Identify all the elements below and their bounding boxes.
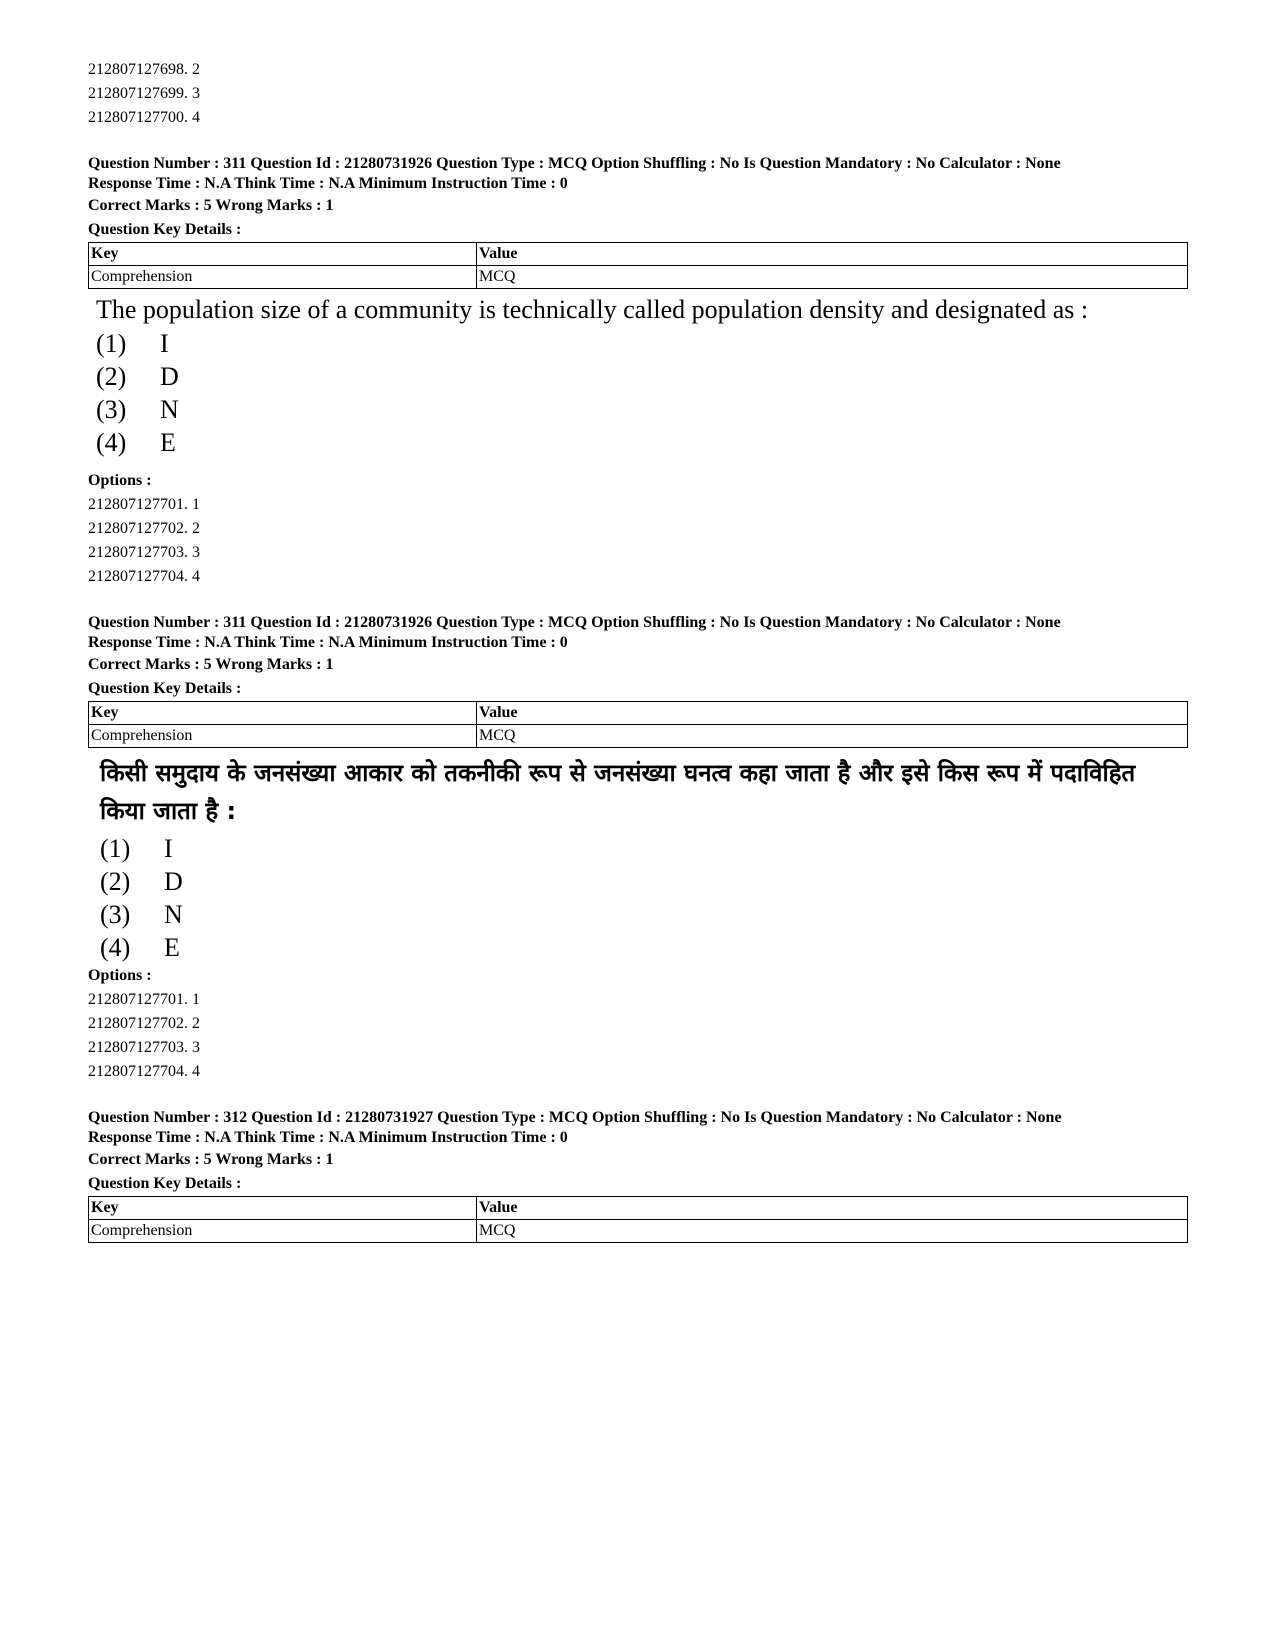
choice-text: I (164, 834, 173, 863)
table-header-key: Key (89, 702, 477, 725)
choice-item (100, 931, 1188, 964)
choice-text: N (164, 900, 183, 929)
table-header-value: Value (477, 1197, 1188, 1220)
question-timing-line: Response Time : N.A Think Time : N.A Minimum Instruction Time : 0 (88, 175, 568, 192)
choice-item (100, 898, 1188, 931)
marks-line: Correct Marks : 5 Wrong Marks : 1 (88, 197, 334, 214)
question-timing-line: Response Time : N.A Think Time : N.A Minimum Instruction Time : 0 (88, 1129, 568, 1146)
table-header-key: Key (89, 1197, 477, 1220)
choice-item (100, 832, 1188, 865)
option-line: 212807127701. 1 (88, 991, 200, 1008)
choice-number: (1) (100, 834, 131, 863)
key-details-label: Question Key Details : (88, 1175, 242, 1192)
option-line: 212807127702. 2 (88, 1015, 200, 1032)
choice-list (88, 327, 1188, 459)
option-line: 212807127699. 3 (88, 85, 200, 102)
key-details-label: Question Key Details : (88, 221, 242, 238)
question-meta-line: Question Number : 311 Question Id : 21280731926 Question Type : MCQ Option Shuffling : No Is Question Mandatory : No Calculator : None (88, 155, 1061, 172)
option-line: 212807127698. 2 (88, 61, 200, 78)
table-cell-key: Comprehension (89, 725, 477, 748)
table-cell-value: MCQ (477, 725, 1188, 748)
question-meta (88, 154, 1188, 194)
question-text-hindi: किसी समुदाय के जनसंख्या आकार को तकनीकी रूप से जनसंख्या घनत्व कहा जाता है और इसे किस रूप में पदाविहित किया जाता है : (100, 759, 1136, 825)
option-line: 212807127702. 2 (88, 520, 200, 537)
choice-text: N (160, 395, 179, 424)
question-meta-line: Question Number : 311 Question Id : 21280731926 Question Type : MCQ Option Shuffling : No Is Question Mandatory : No Calculator : None (88, 614, 1061, 631)
choice-item (96, 426, 1188, 459)
options-label: Options : (88, 967, 152, 984)
choice-item (100, 865, 1188, 898)
choice-number: (1) (96, 329, 127, 358)
table-cell-value: MCQ (477, 1220, 1188, 1243)
option-line: 212807127703. 3 (88, 544, 200, 561)
choice-item (96, 360, 1188, 393)
table-header-value: Value (477, 702, 1188, 725)
table-header-value: Value (477, 243, 1188, 266)
question-meta-line: Question Number : 312 Question Id : 21280731927 Question Type : MCQ Option Shuffling : No Is Question Mandatory : No Calculator : None (88, 1109, 1062, 1126)
marks-line: Correct Marks : 5 Wrong Marks : 1 (88, 656, 334, 673)
previous-options-list (88, 58, 1188, 130)
table-cell-value: MCQ (477, 266, 1188, 289)
question-timing-line: Response Time : N.A Think Time : N.A Minimum Instruction Time : 0 (88, 634, 568, 651)
option-line: 212807127700. 4 (88, 109, 200, 126)
question-meta (88, 613, 1188, 653)
question-block (88, 1108, 1188, 1243)
option-line: 212807127701. 1 (88, 496, 200, 513)
choice-number: (3) (100, 900, 131, 929)
marks-line: Correct Marks : 5 Wrong Marks : 1 (88, 1151, 334, 1168)
key-details-table (88, 701, 1188, 748)
choice-number: (2) (96, 362, 127, 391)
option-line: 212807127703. 3 (88, 1039, 200, 1056)
key-details-table (88, 242, 1188, 289)
choice-text: I (160, 329, 169, 358)
key-details-table (88, 1196, 1188, 1243)
options-label: Options : (88, 472, 152, 489)
choice-number: (4) (100, 933, 131, 962)
question-text: The population size of a community is technically called population density and designated as : (96, 295, 1089, 324)
key-details-label: Question Key Details : (88, 680, 242, 697)
option-line: 212807127704. 4 (88, 1063, 200, 1080)
choice-text: D (160, 362, 179, 391)
options-list (88, 493, 1188, 589)
choice-number: (2) (100, 867, 131, 896)
choice-text: E (160, 428, 176, 457)
question-meta (88, 1108, 1188, 1148)
options-list (88, 988, 1188, 1084)
option-line: 212807127704. 4 (88, 568, 200, 585)
table-header-key: Key (89, 243, 477, 266)
choice-number: (3) (96, 395, 127, 424)
choice-list (88, 832, 1188, 964)
choice-item (96, 393, 1188, 426)
question-block (88, 613, 1188, 1084)
table-cell-key: Comprehension (89, 266, 477, 289)
choice-text: D (164, 867, 183, 896)
document-page (88, 58, 1188, 1245)
question-block (88, 154, 1188, 589)
choice-text: E (164, 933, 180, 962)
choice-item (96, 327, 1188, 360)
choice-number: (4) (96, 428, 127, 457)
table-cell-key: Comprehension (89, 1220, 477, 1243)
